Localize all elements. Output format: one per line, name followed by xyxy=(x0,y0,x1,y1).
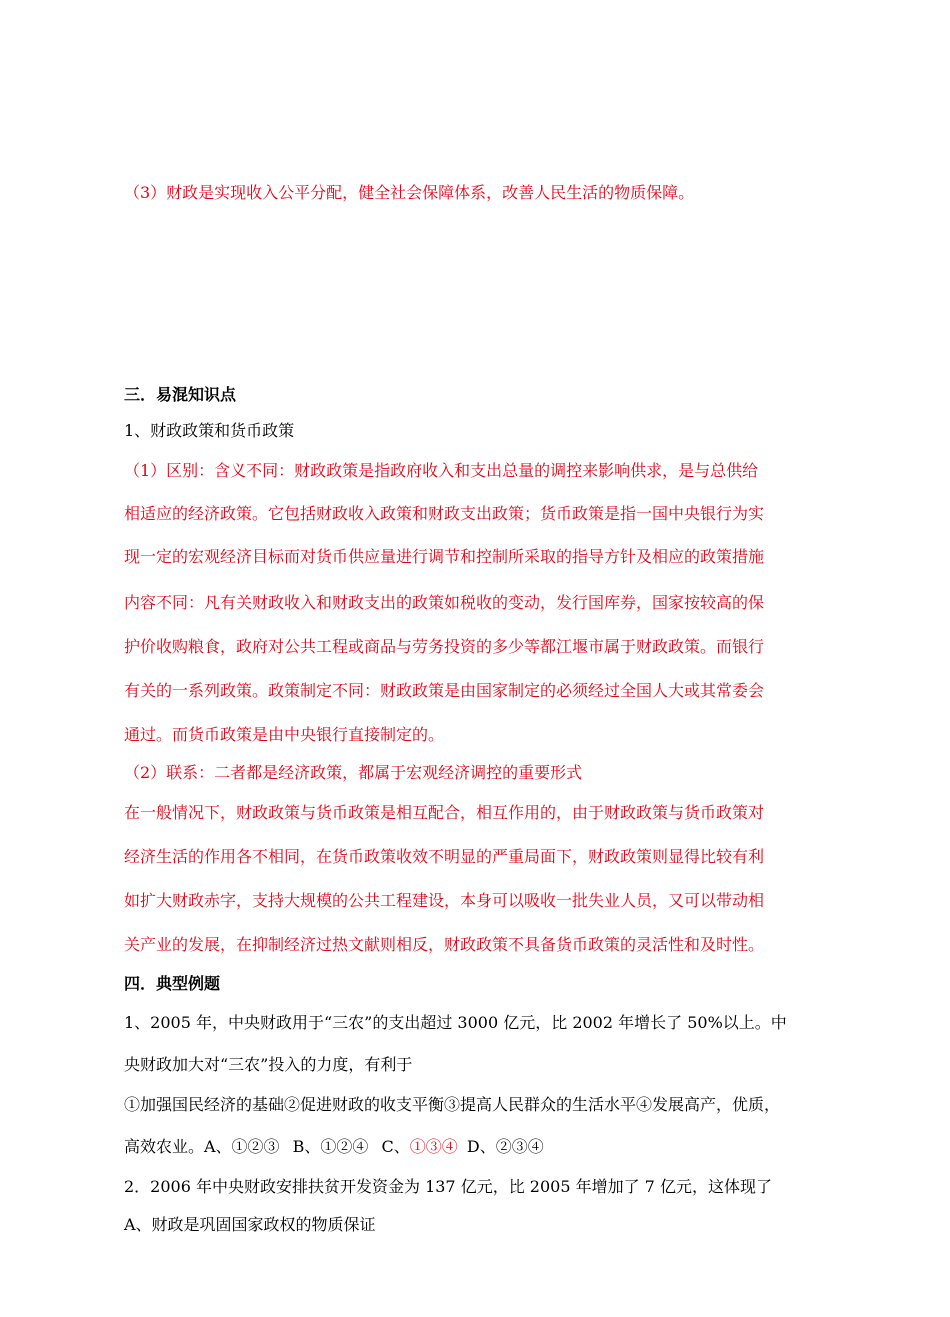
difference-line-5: 护价收购粮食，政府对公共工程或商品与劳务投资的多少等都江堰市属于财政政策。而银行 xyxy=(124,637,765,656)
option-a: 高效农业。A、①②③ xyxy=(124,1137,280,1156)
question-2-option-a: A、财政是巩固国家政权的物质保证 xyxy=(124,1215,376,1234)
difference-line-4: 内容不同：凡有关财政收入和财政支出的政策如税收的变动，发行国库券，国家按较高的保 xyxy=(124,593,765,612)
section-heading-3: 三．易混知识点 xyxy=(124,385,237,404)
connection-detail-line-2: 经济生活的作用各不相同，在货币政策收效不明显的严重局面下，财政政策则显得比较有利 xyxy=(124,847,765,866)
difference-line-1: （1）区别：含义不同：财政政策是指政府收入和支出总量的调控来影响供求，是与总供给 xyxy=(124,461,759,480)
question-1-line-1: 1、2005 年，中央财政用于“三农”的支出超过 3000 亿元，比 2002 年增长了 50%以上。中 xyxy=(124,1013,787,1032)
option-b: B、①②④ xyxy=(292,1137,369,1156)
difference-line-7: 通过。而货币政策是由中央银行直接制定的。 xyxy=(124,725,445,744)
connection-detail-line-4: 关产业的发展，在抑制经济过热文献则相反，财政政策不具备货币政策的灵活性和及时性。 xyxy=(124,935,765,954)
item-1-title: 1、财政政策和货币政策 xyxy=(124,421,295,440)
question-2-line-1: 2．2006 年中央财政安排扶贫开发资金为 137 亿元，比 2005 年增加了 7 亿元，这体现了 xyxy=(124,1177,772,1196)
question-1-options xyxy=(124,1136,544,1158)
option-c-answer: ①③④ xyxy=(409,1137,458,1156)
question-1-line-2: 央财政加大对“三农”投入的力度，有利于 xyxy=(124,1055,413,1074)
section-heading-4: 四．典型例题 xyxy=(124,974,221,993)
option-c-prefix: C、 xyxy=(381,1137,410,1156)
connection-line: （2）联系：二者都是经济政策，都属于宏观经济调控的重要形式 xyxy=(124,763,583,782)
paragraph-finance-role-3: （3）财政是实现收入公平分配，健全社会保障体系，改善人民生活的物质保障。 xyxy=(124,183,695,202)
connection-detail-line-3: 如扩大财政赤字，支持大规模的公共工程建设，本身可以吸收一批失业人员，又可以带动相 xyxy=(124,891,765,910)
option-d: D、②③④ xyxy=(466,1137,544,1156)
difference-line-2: 相适应的经济政策。它包括财政收入政策和财政支出政策；货币政策是指一国中央银行为实 xyxy=(124,504,765,523)
question-1-line-3: ①加强国民经济的基础②促进财政的收支平衡③提高人民群众的生活水平④发展高产，优质， xyxy=(124,1095,781,1114)
difference-line-3: 现一定的宏观经济目标而对货币供应量进行调节和控制所采取的指导方针及相应的政策措施 xyxy=(124,547,765,566)
connection-detail-line-1: 在一般情况下，财政政策与货币政策是相互配合，相互作用的，由于财政政策与货币政策对 xyxy=(124,803,765,822)
difference-line-6: 有关的一系列政策。政策制定不同：财政政策是由国家制定的必须经过全国人大或其常委会 xyxy=(124,681,765,700)
